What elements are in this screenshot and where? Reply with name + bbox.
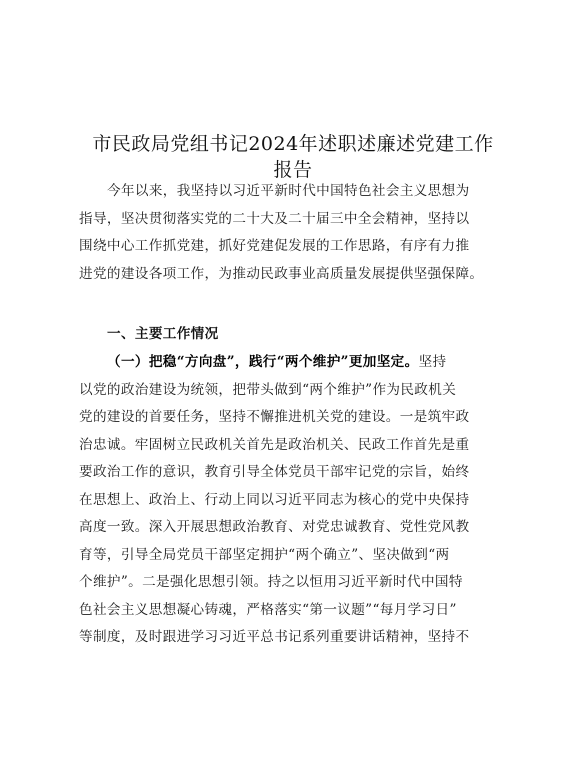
body-line: 色社会主义思想凝心铸魂，严格落实“第一议题”“每月学习日” (79, 601, 457, 618)
document-title-line-1: 市民政局党组书记2024年述职述廉述党建工作 (92, 133, 494, 155)
body-line: 治忠诚。牢固树立民政机关首先是政治机关、民政工作首先是重 (79, 436, 470, 453)
section-heading: 一、主要工作情况 (107, 326, 219, 342)
body-line: 党的建设的首要任务，坚持不懈推进机关党的建设。一是筑牢政 (79, 409, 470, 425)
body-text: 坚持 (418, 354, 447, 370)
document-title-line-2: 报告 (273, 159, 313, 181)
body-line: 个维护”。二是强化思想引领。持之以恒用习近平新时代中国特 (79, 574, 463, 590)
body-line: 在思想上、政治上、行动上同以习近平同志为核心的党中央保持 (79, 491, 470, 508)
intro-line: 指导，坚决贯彻落实党的二十大及二十届三中全会精神，坚持以 (79, 210, 470, 227)
body-line: 等制度，及时跟进学习习近平总书记系列重要讲话精神，坚持不 (79, 629, 470, 645)
subsection-heading: （一）把稳“方向盘”，践行“两个维护”更加坚定。 (107, 354, 419, 370)
body-line: 以党的政治建设为统领，把带头做到“两个维护”作为民政机关 (79, 381, 457, 398)
intro-line: 进党的建设各项工作，为推动民政事业高质量发展提供坚强保障。 (79, 265, 484, 282)
intro-line: 围绕中心工作抓党建，抓好党建促发展的工作思路，有序有力推 (79, 238, 470, 254)
body-line: 高度一致。深入开展思想政治教育、对党忠诚教育、党性党风教 (79, 519, 470, 535)
intro-paragraph (79, 178, 519, 288)
subsection-first-line (79, 349, 519, 377)
section-body-paragraph (79, 349, 519, 652)
intro-line: 今年以来，我坚持以习近平新时代中国特色社会主义思想为 (107, 183, 470, 199)
body-line: 要政治工作的意识，教育引导全体党员干部牢记党的宗旨，始终 (79, 464, 470, 480)
body-line: 育等，引导全局党员干部坚定拥护“两个确立”、坚决做到“两 (79, 546, 450, 563)
